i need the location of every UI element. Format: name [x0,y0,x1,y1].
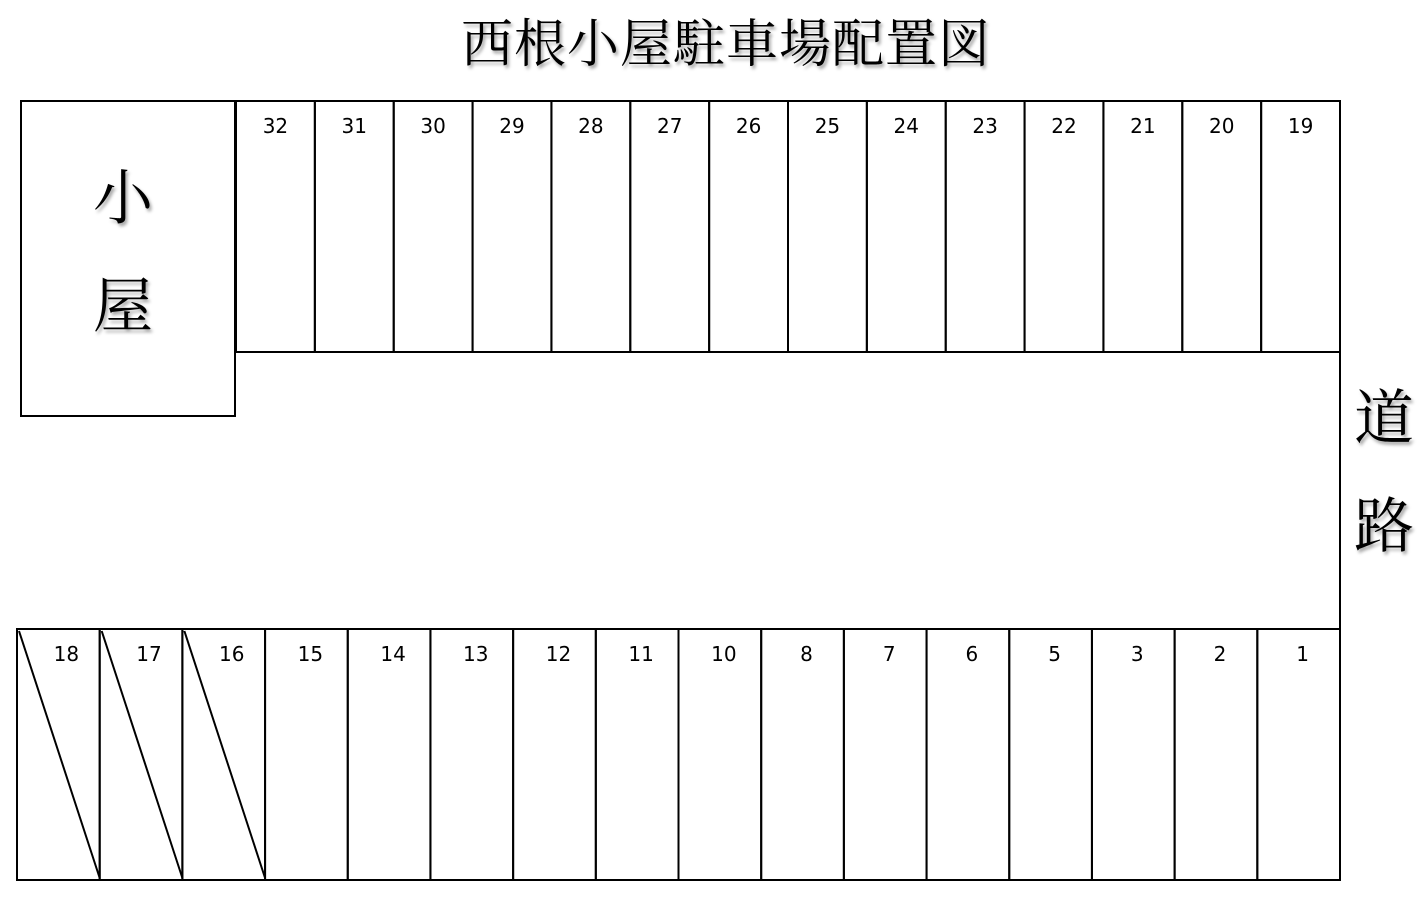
parking-space-number: 12 [545,642,572,666]
bottom-parking-row [17,629,1340,880]
parking-space [1025,101,1104,352]
parking-space-outline [844,629,927,880]
parking-space-outline [1025,101,1104,352]
parking-space-number: 19 [1287,114,1314,138]
parking-space-outline [473,101,552,352]
parking-space-number: 14 [380,642,406,666]
parking-space [430,629,513,880]
parking-space-number: 26 [735,114,762,138]
parking-space [709,101,788,352]
parking-space-outline [867,101,946,352]
road-label-char-2: 路 [1354,492,1414,562]
parking-space-number: 20 [1208,114,1235,138]
parking-space [946,101,1025,352]
parking-space-outline [265,629,348,880]
unavailable-slash [184,631,265,878]
parking-space-outline [1257,629,1340,880]
parking-space-outline [927,629,1010,880]
parking-space-outline [1175,629,1258,880]
parking-space-outline [430,629,513,880]
parking-space-number: 7 [882,642,896,666]
parking-space-outline [679,629,762,880]
parking-space-number: 17 [136,642,162,666]
parking-space [1182,101,1261,352]
parking-space-number: 22 [1051,114,1077,138]
parking-space-number: 1 [1296,642,1310,666]
parking-space-outline [788,101,867,352]
parking-space-number: 8 [800,642,813,666]
unavailable-slash [102,631,183,878]
parking-space-outline [1103,101,1182,352]
parking-space-outline [596,629,679,880]
parking-space-number: 32 [262,114,289,138]
parking-space [513,629,596,880]
parking-space-number: 15 [297,642,324,666]
parking-space [1175,629,1258,880]
parking-space-outline [709,101,788,352]
parking-space [182,629,265,880]
parking-space [236,101,315,352]
parking-space-number: 24 [893,114,920,138]
parking-space-outline [1261,101,1340,352]
parking-space-outline [630,101,709,352]
parking-space-number: 29 [499,114,525,138]
parking-space [630,101,709,352]
parking-space-outline [761,629,844,880]
parking-space [596,629,679,880]
parking-space-outline [946,101,1025,352]
parking-space-number: 23 [972,114,998,138]
parking-space [788,101,867,352]
parking-space-number: 3 [1130,642,1144,666]
parking-space [1103,101,1182,352]
unavailable-slash [19,631,100,878]
parking-space [1257,629,1340,880]
parking-space-outline [551,101,630,352]
page-title: 西根小屋駐車場配置図 [460,15,991,75]
parking-space-outline [1009,629,1092,880]
parking-space-outline [236,101,315,352]
parking-space [679,629,762,880]
parking-space [17,629,100,880]
parking-space-number: 6 [965,642,979,666]
parking-space-outline [348,629,431,880]
parking-space [348,629,431,880]
parking-space [844,629,927,880]
parking-space [473,101,552,352]
parking-space-number: 13 [463,642,489,666]
parking-space-number: 30 [420,114,446,138]
parking-space-number: 21 [1130,114,1156,138]
parking-space-number: 5 [1048,642,1061,666]
parking-space [1261,101,1340,352]
parking-space-number: 10 [711,642,737,666]
parking-space-outline [1092,629,1175,880]
parking-space [100,629,183,880]
parking-space-number: 31 [341,114,368,138]
parking-space [394,101,473,352]
parking-space [867,101,946,352]
parking-space [1009,629,1092,880]
parking-space [1092,629,1175,880]
hut-label-char-2: 屋 [93,272,153,342]
parking-space-outline [1182,101,1261,352]
parking-space-number: 18 [53,642,80,666]
top-parking-row [236,101,1340,352]
parking-space-number: 25 [814,114,841,138]
parking-space-number: 11 [628,642,654,666]
parking-space-number: 16 [218,642,245,666]
parking-space-number: 28 [578,114,604,138]
parking-space [265,629,348,880]
parking-space [551,101,630,352]
parking-space [315,101,394,352]
parking-space-outline [315,101,394,352]
parking-space-outline [394,101,473,352]
hut-label-char-1: 小 [93,164,153,234]
parking-space-number: 2 [1213,642,1227,666]
parking-space-outline [513,629,596,880]
parking-space [927,629,1010,880]
road-label-char-1: 道 [1354,384,1414,454]
parking-space [761,629,844,880]
parking-space-number: 27 [656,114,683,138]
